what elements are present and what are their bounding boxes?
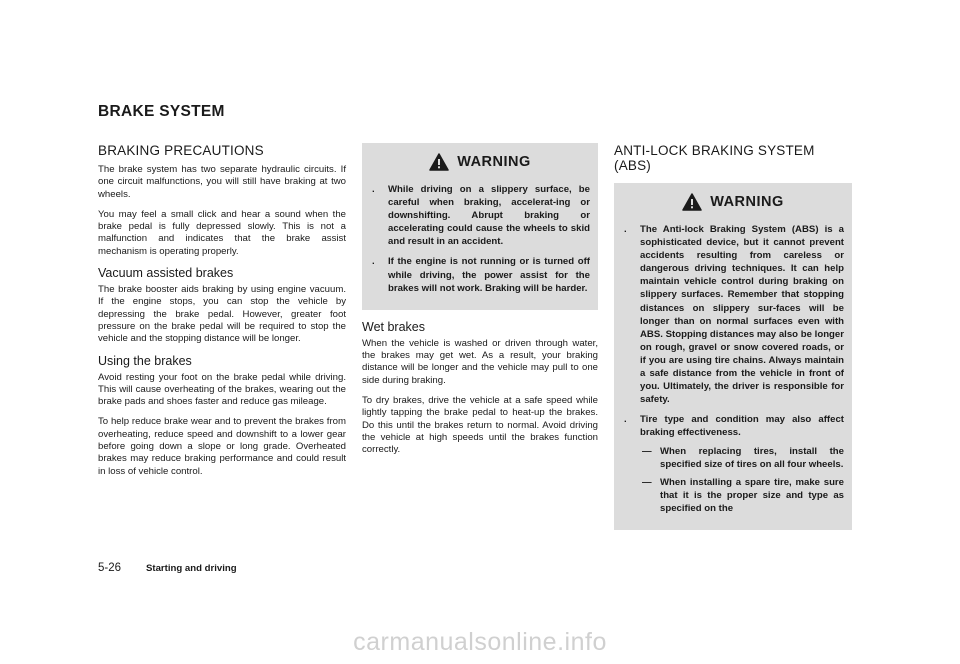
warning-list — [622, 223, 844, 515]
paragraph: The brake system has two separate hydraulic circuits. If one circuit malfunctions, you will still have braking at two wheels. — [98, 164, 346, 200]
warning-subitem — [640, 476, 844, 515]
section-title: BRAKE SYSTEM — [98, 103, 225, 120]
warning-triangle-icon — [682, 193, 702, 211]
warning-title: WARNING — [710, 194, 784, 210]
warning-triangle-icon — [429, 153, 449, 171]
warning-box — [614, 183, 852, 530]
paragraph: You may feel a small click and hear a sound when the brake pedal is fully depressed slowly. This is not a malfunction and indicates that the brake assist mechanism is operating properly. — [98, 208, 346, 257]
bullet: . — [624, 414, 627, 426]
watermark: carmanualsonline.info — [353, 628, 607, 656]
subheading-vacuum-assisted-brakes: Vacuum assisted brakes — [98, 266, 234, 281]
paragraph: To help reduce brake wear and to prevent the brakes from overheating, reduce speed and downshift to a lower gear before going down a slope or long grade. Overheated brakes may reduce braking performance and could result in loss of vehicle control. — [98, 416, 346, 477]
bullet: . — [372, 184, 375, 195]
warning-item — [622, 413, 844, 515]
warning-subitem — [640, 445, 844, 471]
warning-item — [622, 223, 844, 406]
footer-section-name: Starting and driving — [146, 563, 237, 574]
page-number: 5-26 — [98, 562, 122, 574]
warning-text: Tire type and condition may also affect braking effectiveness. — [640, 414, 844, 439]
subheading-wet-brakes: Wet brakes — [362, 319, 425, 334]
column-braking-precautions — [98, 143, 346, 486]
warning-subtext: When replacing tires, install the specified size of tires on all four wheels. — [660, 445, 844, 470]
heading-abs: ANTI-LOCK BRAKING SYSTEM (ABS) — [614, 143, 815, 173]
column-abs — [614, 143, 852, 540]
warning-list — [370, 183, 590, 295]
warning-text: The Anti-lock Braking System (ABS) is a sophisticated device, but it cannot prevent accidents resulting from careless or dangerous driving techniques. It can help maintain vehicle control during braking on slippery surfaces. Remember that stopping distances on slippery sur-faces will be longer than on normal surfaces even with ABS. Stopping distances may also be longer on rough, gravel or snow covered roads, or if you are using tire chains. Always maintain a safe distance from the vehicle in front of you. Ultimately, the driver is responsible for safety. — [640, 224, 844, 406]
warning-item — [370, 255, 590, 294]
bullet: . — [372, 256, 375, 268]
dash: — — [642, 445, 652, 457]
warning-header — [370, 153, 590, 171]
heading-braking-precautions: BRAKING PRECAUTIONS — [98, 143, 264, 158]
paragraph: To dry brakes, drive the vehicle at a safe speed while lightly tapping the brake pedal to heat-up the brakes. Do this until the brakes return to normal. Avoid driving the vehicle at high speeds until the brakes function correctly. — [362, 394, 598, 456]
warning-header — [622, 193, 844, 211]
column-warning-wet-brakes — [362, 143, 598, 464]
subheading-using-the-brakes: Using the brakes — [98, 353, 192, 368]
bullet: . — [624, 224, 627, 235]
warning-item — [370, 183, 590, 248]
warning-box — [362, 143, 598, 310]
paragraph: The brake booster aids braking by using engine vacuum. If the engine stops, you can stop the vehicle by depressing the brake pedal. However, greater foot pressure on the brake pedal will be required to stop the vehicle and the stopping distance will be longer. — [98, 284, 346, 345]
warning-text: While driving on a slippery surface, be careful when braking, accelerat-ing or downshifting. Abrupt braking or accelerating could cause the wheels to skid and result in an accident. — [388, 184, 590, 248]
warning-text: If the engine is not running or is turned off while driving, the power assist for the brakes will not work. Braking will be harder. — [388, 256, 590, 294]
paragraph: When the vehicle is washed or driven through water, the brakes may get wet. As a result, your braking distance will be longer and the vehicle may pull to one side during braking. — [362, 337, 598, 386]
warning-subtext: When installing a spare tire, make sure that it is the proper size and type as specified on the — [660, 476, 844, 514]
dash: — — [642, 476, 652, 488]
paragraph: Avoid resting your foot on the brake pedal while driving. This will cause overheating of the brakes, wearing out the brake pads and shoes faster and reduce gas mileage. — [98, 371, 346, 408]
warning-title: WARNING — [457, 154, 531, 170]
